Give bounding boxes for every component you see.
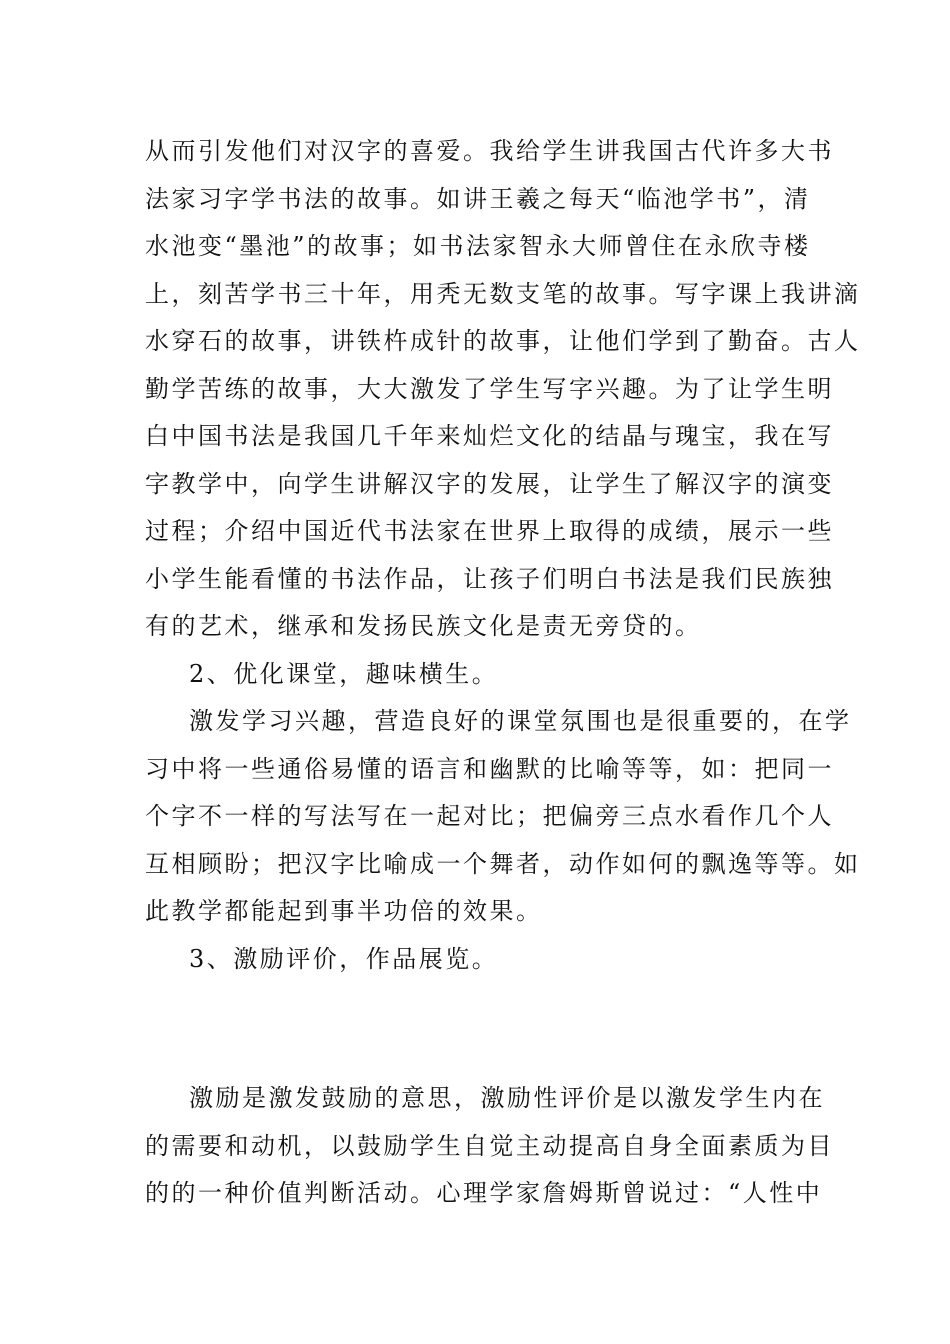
body-text-block-2: [145, 1075, 834, 1218]
paragraph-line: 习中将一些通俗易懂的语言和幽默的比喻等等，如：把同一: [145, 754, 834, 783]
paragraph-line: 水穿石的故事，讲铁杵成针的故事，让他们学到了勤奋。古人: [145, 327, 861, 355]
paragraph-line: 个字不一样的写法写在一起对比；把偏旁三点水看作几个人: [145, 802, 834, 830]
paragraph-line: 法家习字学书法的故事。如讲王羲之每天“临池学书”，清: [145, 184, 811, 213]
paragraph-line: 水池变“墨池”的故事；如书法家智永大师曾住在永欣寺楼: [145, 232, 811, 260]
section-heading-2: 2、优化课堂，趣味横生。: [189, 659, 499, 688]
paragraph-line: 激发学习兴趣，营造良好的课堂氛围也是很重要的，在学: [189, 707, 852, 735]
paragraph-line: 小学生能看懂的书法作品，让孩子们明白书法是我们民族独: [145, 564, 834, 593]
paragraph-line: 的的一种价值判断活动。心理学家詹姆斯曾说过：“人性中: [145, 1179, 823, 1207]
paragraph-line: 的需要和动机，以鼓励学生自觉主动提高自身全面素质为目: [145, 1131, 834, 1160]
paragraph-line: 互相顾盼；把汉字比喻成一个舞者，动作如何的飘逸等等。如: [145, 849, 861, 878]
paragraph-line: 此教学都能起到事半功倍的效果。: [145, 897, 543, 925]
paragraph-line: 激励是激发鼓励的意思，激励性评价是以激发学生内在: [189, 1084, 825, 1112]
paragraph-line: 白中国书法是我国几千年来灿烂文化的结晶与瑰宝，我在写: [145, 422, 834, 450]
section-heading-3: 3、激励评价，作品展览。: [189, 944, 499, 973]
paragraph-line: 有的艺术，继承和发扬民族文化是责无旁贷的。: [145, 612, 702, 640]
paragraph-line: 上，刻苦学书三十年，用秃无数支笔的故事。写字课上我讲滴: [145, 279, 861, 308]
paragraph-line: 过程；介绍中国近代书法家在世界上取得的成绩，展示一些: [145, 517, 834, 545]
paragraph-line: 从而引发他们对汉字的喜爱。我给学生讲我国古代许多大书: [145, 137, 834, 165]
body-text-block-1: [145, 128, 861, 983]
paragraph-line: 字教学中，向学生讲解汉字的发展，让学生了解汉字的演变: [145, 469, 834, 498]
paragraph-line: 勤学苦练的故事，大大激发了学生写字兴趣。为了让学生明: [145, 374, 834, 403]
